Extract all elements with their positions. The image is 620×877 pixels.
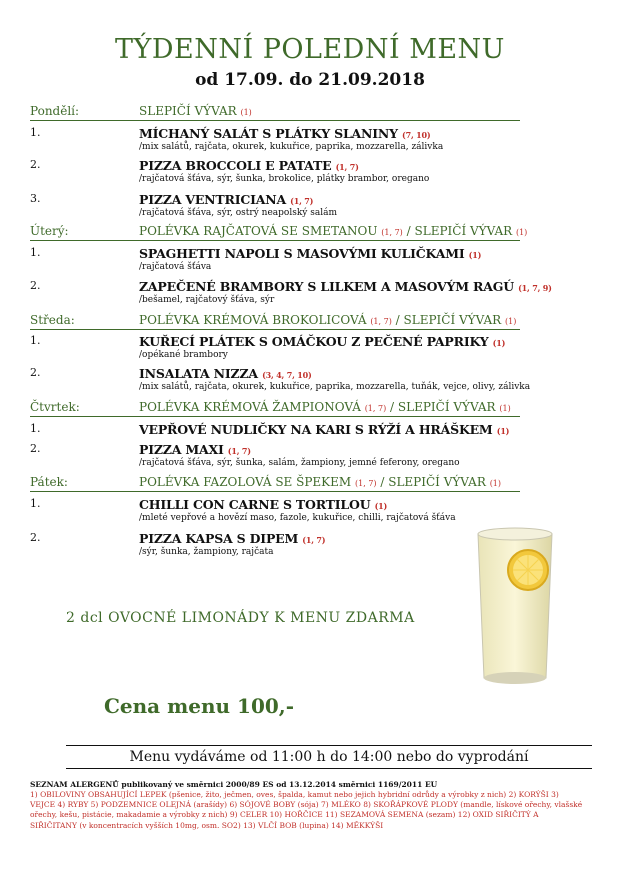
day-header-monday bbox=[30, 104, 520, 121]
page-title: TÝDENNÍ POLEDNÍ MENU bbox=[115, 34, 505, 65]
day-header-thursday: Čtvrtek: POLÉVKA KRÉMOVÁ ŽAMPIONOVÁ (1, 7) / SLEPIČÍ VÝVAR (1) bbox=[30, 400, 520, 417]
allergen-text: 1) OBILOVINY OBSAHUJÍCÍ LEPEK (pšenice, žito, ječmen, oves, špalda, kamut nebo jejich hybridní odrůdy a výrobky z nich) 2) KORÝŠI 3) VEJCE 4) RYBY 5) PODZEMNICE OLEJNÁ (arašídy) 6) SÓJOVÉ BOBY (sója) 7) MLÉKO 8) SKOŘÁPKOVÉ PLODY (mandle, lískové ořechy, vlašské ořechy, kešu, pistácie, makadamie a výrobky z nich) 9) CELER 10) HOŘČICE 11) SEZAMOVÁ SEMENA (sezam) 12) OXID SIŘIČITÝ A SIŘIČITANY (v koncentracích vyšších 10mg, osm. SO2) 13) VLČÍ BOB (lupina) 14) MĚKKÝŠI bbox=[30, 790, 583, 830]
day-header-tuesday: Úterý: POLÉVKA RAJČATOVÁ SE SMETANOU (1, 7) / SLEPIČÍ VÝVAR (1) bbox=[30, 224, 520, 241]
menu-price: Cena menu 100,- bbox=[104, 694, 295, 718]
day-header-friday: Pátek: POLÉVKA FAZOLOVÁ SE ŠPEKEM (1, 7) / SLEPIČÍ VÝVAR (1) bbox=[30, 475, 520, 492]
allergen-header: SEZNAM ALERGENŮ publikovaný ve směrnici 2000/89 ES od 13.12.2014 směrnici 1169/2011 EU bbox=[30, 780, 438, 789]
day-name: Pondělí: bbox=[30, 104, 80, 118]
date-range: od 17.09. do 21.09.2018 bbox=[195, 70, 425, 90]
day-header-wednesday: Středa: POLÉVKA KRÉMOVÁ BROKOLICOVÁ (1, 7) / SLEPIČÍ VÝVAR (1) bbox=[30, 313, 520, 330]
divider bbox=[66, 745, 592, 746]
day-soup: SLEPIČÍ VÝVAR (1) bbox=[139, 104, 252, 118]
divider bbox=[66, 768, 592, 769]
lemonade-promo: 2 dcl OVOCNÉ LIMONÁDY K MENU ZDARMA bbox=[66, 610, 415, 626]
serving-hours: Menu vydáváme od 11:00 h do 14:00 nebo do vyprodání bbox=[129, 749, 529, 765]
lemonade-glass-image bbox=[470, 520, 560, 690]
allergen-list bbox=[30, 780, 586, 831]
